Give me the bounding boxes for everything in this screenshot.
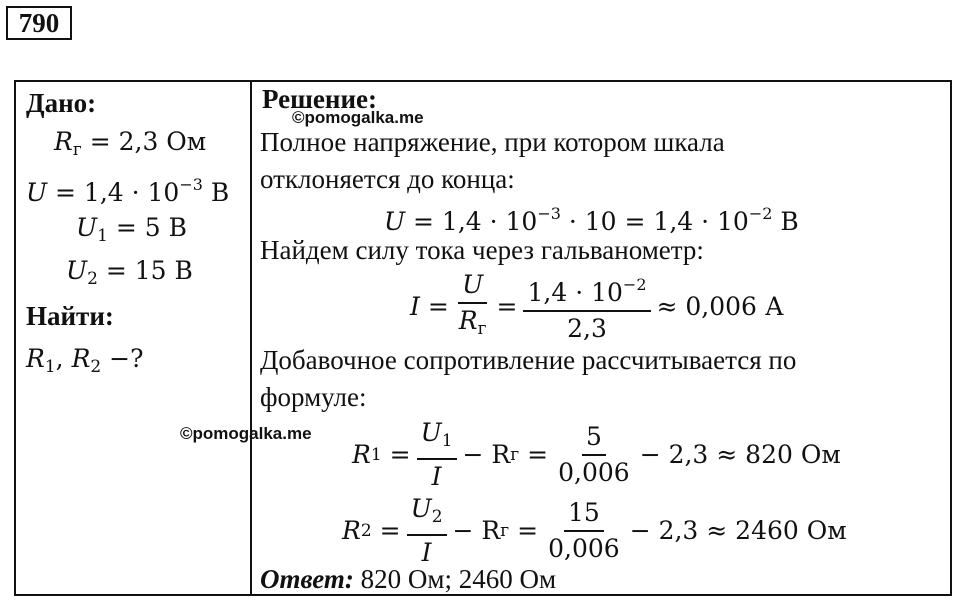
equation-1: $U = 1,4 \cdot 10^{-3} \cdot 10 = 1,4 \cdot 10^{-2}$ В [384,204,799,236]
text-line-2: отклоняется до конца: [260,164,515,194]
column-divider [250,80,252,596]
fraction-u-over-r: $\frac{U}{R_г}$ [458,270,487,339]
fraction-u1-over-i: $\frac{U_1}{I}$ [417,416,457,494]
fraction-5-over-0006: $\frac{5}{0,006}$ [558,422,630,487]
text-line-1: Полное напряжение, при котором шкала [260,127,725,157]
text-line-5: формуле: [260,382,367,412]
find-values: $R_1$, $R_2$ −? [26,344,144,377]
equation-3: R 1 = $\frac{U_1}{I}$ − R г = $\frac{5}{0,006}$ − 2,3 ≈ 820 Ом [352,416,841,494]
watermark: ©pomogalka.me [180,424,312,443]
answer-text: 820 Ом; 2460 Ом [353,564,557,594]
fraction-15-over-0006: $\frac{15}{0,006}$ [548,498,620,563]
answer-line [260,564,556,594]
text-line-4: Добавочное сопротивление рассчитывается по [260,345,797,375]
equation-4: R 2 = $\frac{U_2}{I}$ − R г = $\frac{15}{0,006}$ − 2,3 ≈ 2460 Ом [342,492,847,570]
equation-2: I = $\frac{U}{R_г}$ = $\frac{1,4 \cdot 10^{-2}}{2,3}$ ≈ 0,006 А [410,268,784,346]
find-title: Найти: [26,301,114,331]
given-title: Дано: [26,88,97,118]
solution-title: Решение: [262,84,377,114]
text-line-3: Найдем силу тока через гальванометр: [260,235,704,265]
given-u1: $U_1 = 5$ В [76,213,187,246]
given-u: $U = 1,4 \cdot 10^{-3}$ В [26,175,230,207]
answer-label: Ответ: [260,564,354,594]
fraction-values: $\frac{1,4 \cdot 10^{-2}}{2,3}$ [523,268,650,346]
problem-number: 790 [6,6,72,40]
given-u2: $U_2 = 15$ В [66,256,193,289]
given-r: $R_г = 2,3$ Ом [54,127,207,160]
fraction-u2-over-i: $\frac{U_2}{I}$ [407,492,447,570]
watermark: ©pomogalka.me [292,108,424,127]
